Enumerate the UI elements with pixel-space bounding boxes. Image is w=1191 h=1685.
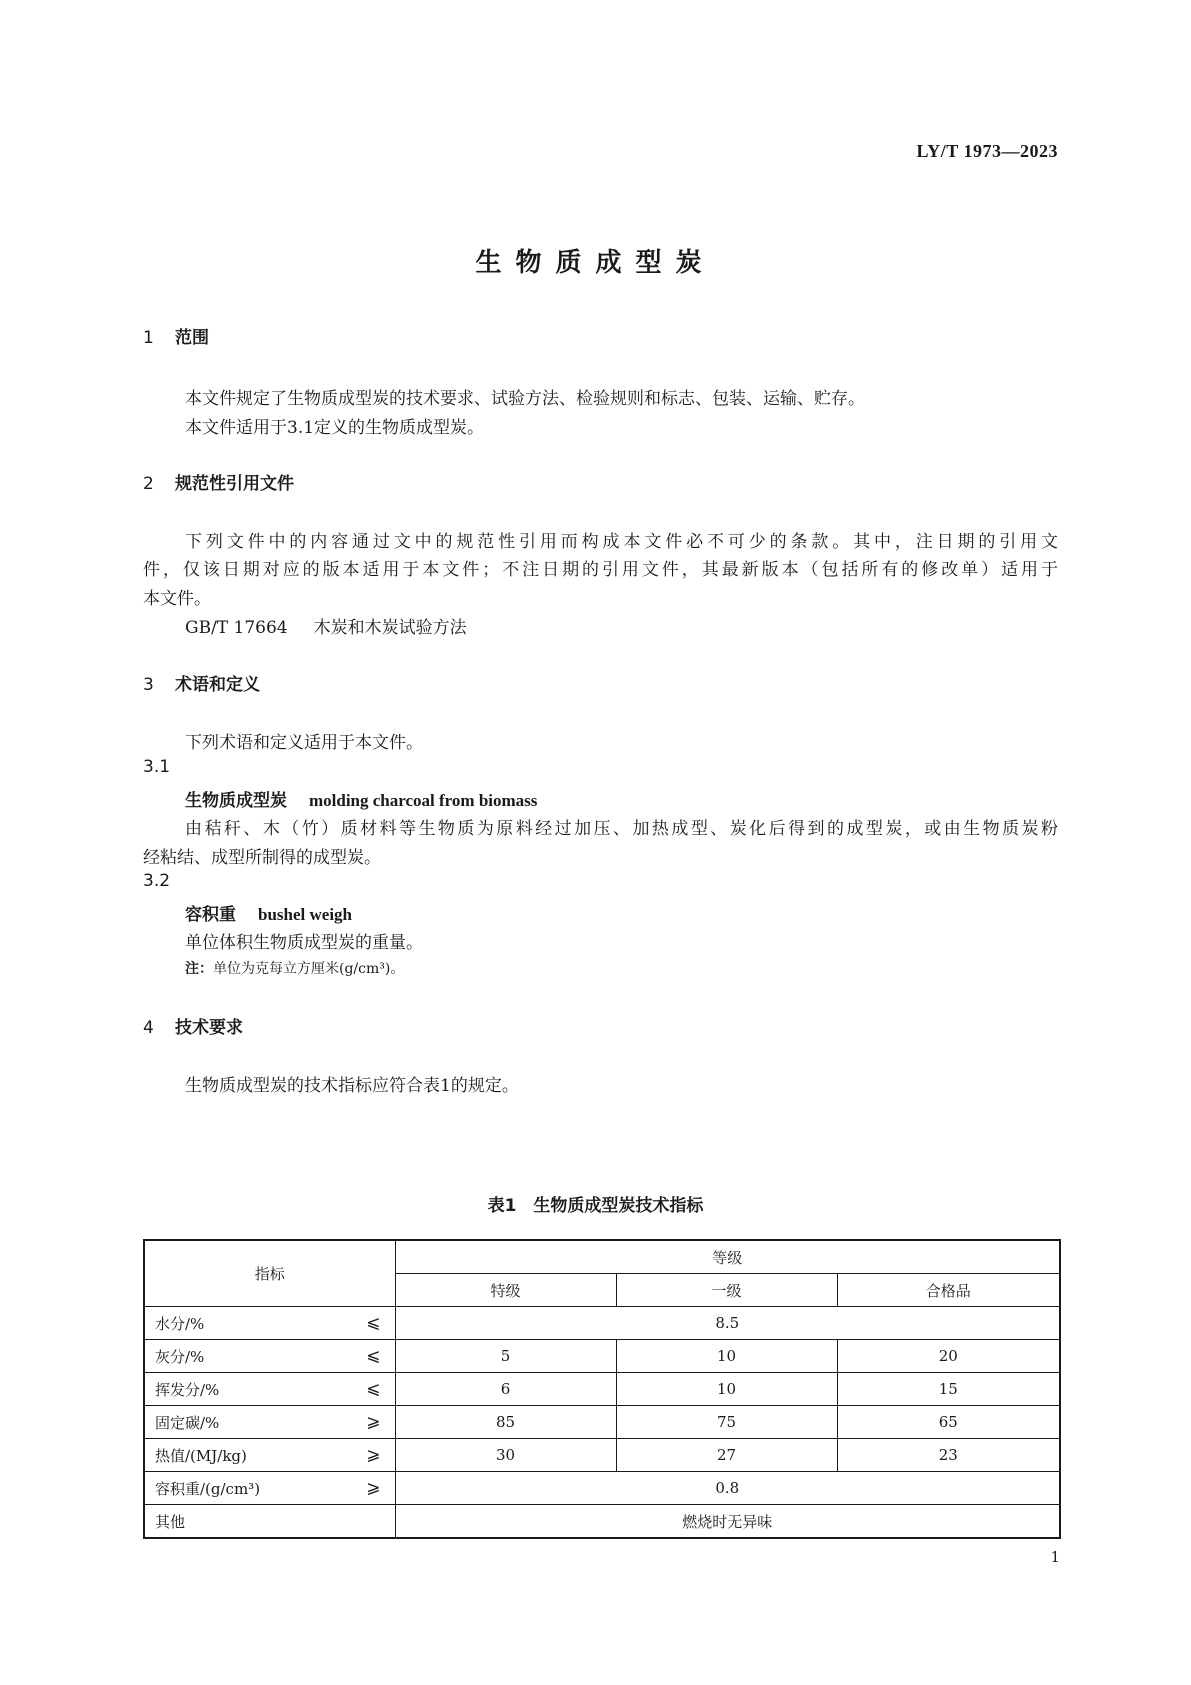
indicator-cell [144,1439,395,1472]
operator-symbol: ⩾ [366,1412,381,1432]
normative-reference [185,613,467,638]
indicator-cell [144,1472,395,1505]
operator-symbol: ⩽ [366,1346,381,1366]
grade-header: 一级 [616,1274,837,1307]
section-2-heading [143,469,294,494]
operator-symbol: ⩽ [366,1379,381,1399]
operator-symbol: ⩾ [366,1478,381,1498]
table-row [144,1340,1060,1373]
section-2-paragraph-line: 件，仅该日期对应的版本适用于本文件；不注日期的引用文件，其最新版本（包括所有的修改单）适用于 [143,560,1058,580]
value-cell: 27 [616,1439,837,1472]
table-header-row [144,1240,1060,1274]
reference-code: GB/T 17664 [185,618,288,638]
value-cell: 10 [616,1340,837,1373]
section-number: 3 [143,675,154,695]
term-name-zh: 容积重 [185,905,236,925]
value-cell: 20 [837,1340,1060,1373]
term-number: 3.2 [143,871,171,891]
value-cell: 15 [837,1373,1060,1406]
indicator-cell [144,1340,395,1373]
table-row [144,1505,1060,1539]
table-row [144,1307,1060,1340]
value-cell: 6 [395,1373,616,1406]
term-name [185,900,352,925]
value-cell: 5 [395,1340,616,1373]
value-cell: 85 [395,1406,616,1439]
table-row [144,1472,1060,1505]
value-cell: 23 [837,1439,1060,1472]
indicator-name: 热值/(MJ/kg) [155,1446,247,1465]
section-1-paragraph: 本文件适用于3.1定义的生物质成型炭。 [185,418,485,438]
indicator-cell [144,1406,395,1439]
section-number: 4 [143,1018,154,1038]
grade-header: 特级 [395,1274,616,1307]
value-cell: 燃烧时无异味 [395,1505,1060,1539]
term-definition-line: 经粘结、成型所制得的成型炭。 [143,848,381,868]
section-3-intro: 下列术语和定义适用于本文件。 [185,733,423,753]
operator-symbol: ⩽ [366,1313,381,1333]
section-1-paragraph: 本文件规定了生物质成型炭的技术要求、试验方法、检验规则和标志、包装、运输、贮存。 [185,389,865,409]
value-cell: 10 [616,1373,837,1406]
section-title: 技术要求 [175,1018,243,1038]
section-number: 2 [143,474,154,494]
document-title: 生物质成型炭 [475,248,716,278]
page-number: 1 [1050,1548,1060,1566]
grade-header: 合格品 [837,1274,1060,1307]
section-title: 术语和定义 [175,675,260,695]
table-row [144,1406,1060,1439]
indicator-name: 其他 [155,1512,186,1531]
section-1-heading [143,323,209,348]
term-number: 3.1 [143,757,171,777]
section-number: 1 [143,328,154,348]
indicator-name: 水分/% [155,1314,205,1333]
table-caption: 表1 生物质成型炭技术指标 [487,1196,704,1216]
indicator-name: 灰分/% [155,1347,205,1366]
term-name [185,786,537,811]
term-name-en: bushel weigh [258,905,352,924]
section-4-heading [143,1013,243,1038]
indicator-name: 挥发分/% [155,1380,220,1399]
note-label: 注： [185,961,213,977]
document-code: LY/T 1973—2023 [916,141,1058,161]
operator-symbol: ⩾ [366,1445,381,1465]
term-name-en: molding charcoal from biomass [309,791,538,810]
value-cell: 0.8 [395,1472,1060,1505]
indicator-cell [144,1307,395,1340]
spec-table [143,1239,1061,1539]
indicator-name: 容积重/(g/cm³) [155,1479,261,1498]
table-row [144,1439,1060,1472]
section-title: 规范性引用文件 [175,474,294,494]
reference-title: 木炭和木炭试验方法 [313,618,467,638]
value-cell: 75 [616,1406,837,1439]
value-cell: 8.5 [395,1307,1060,1340]
section-3-heading [143,670,260,695]
note-text: 单位为克每立方厘米(g/cm³)。 [213,961,405,977]
term-definition-line: 由秸秆、木（竹）质材料等生物质为原料经过加压、加热成型、炭化后得到的成型炭，或由生物质炭粉 [185,819,1058,839]
section-2-paragraph-line: 本文件。 [143,589,211,609]
indicator-cell [144,1505,395,1539]
header-indicator: 指标 [144,1240,395,1307]
value-cell: 65 [837,1406,1060,1439]
indicator-name: 固定碳/% [155,1413,220,1432]
term-note [185,958,404,978]
section-2-paragraph-line: 下列文件中的内容通过文中的规范性引用而构成本文件必不可少的条款。其中，注日期的引用文 [185,532,1058,552]
section-title: 范围 [175,328,209,348]
term-name-zh: 生物质成型炭 [185,791,287,811]
value-cell: 30 [395,1439,616,1472]
header-grade: 等级 [395,1240,1060,1274]
indicator-cell [144,1373,395,1406]
term-definition-line: 单位体积生物质成型炭的重量。 [185,933,423,953]
table-row [144,1373,1060,1406]
section-4-paragraph: 生物质成型炭的技术指标应符合表1的规定。 [185,1076,519,1096]
